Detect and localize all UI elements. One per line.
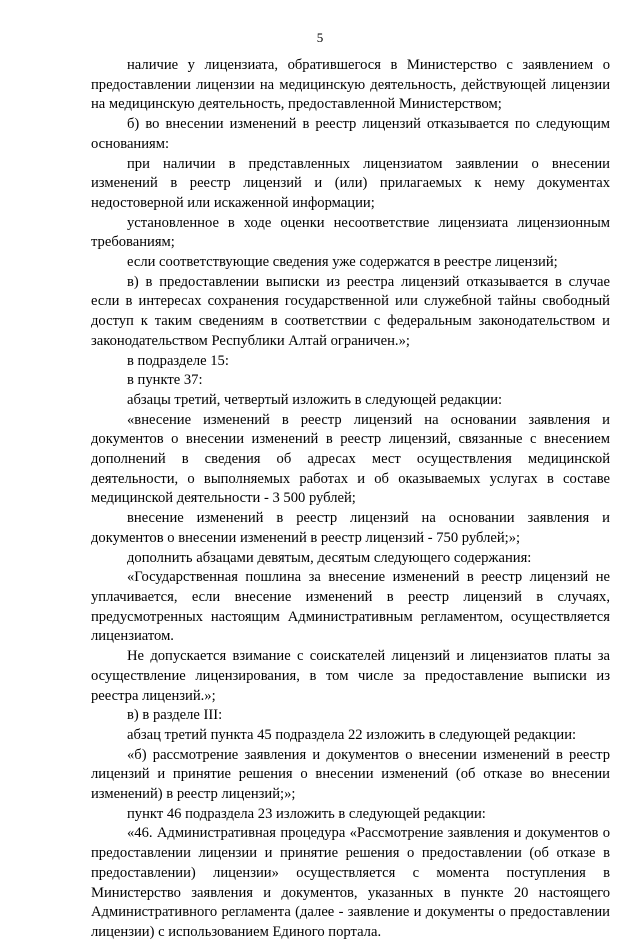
paragraph: наличие у лицензиата, обратившегося в Министерство с заявлением о предоставлении лицензии на медицинскую деятельность, действующей лицензии на медицинскую деятельность, предоставленной Министерством; <box>91 57 610 113</box>
paragraph: при наличии в представленных лицензиатом заявлении о внесении изменений в реестр лицензий и (или) прилагаемых к нему документах недостоверной или искаженной информации; <box>91 155 610 211</box>
paragraph: в пункте 37: <box>127 372 203 389</box>
paragraph: абзац третий пункта 45 подраздела 22 изложить в следующей редакции: <box>127 726 577 743</box>
paragraph: «Государственная пошлина за внесение изменений в реестр лицензий не уплачивается, если внесение изменений в реестр лицензий в случаях, предусмотренных настоящим Административным регламентом, осуществляется лицензиатом. <box>91 569 610 645</box>
paragraph: «б) рассмотрение заявления и документов о внесении изменений в реестр лицензий и принятие решения о внесении изменений (об отказе во внесении изменений) в реестр лицензий;»; <box>91 746 610 803</box>
paragraph: установленное в ходе оценки несоответствие лицензиата лицензионным требованиям; <box>91 214 610 251</box>
paragraph: Не допускается взимание с соискателей лицензий и лицензиатов платы за осуществление лицензирования, в том числе за предоставление выписки из реестра лицензий.»; <box>91 648 610 704</box>
paragraph: в подразделе 15: <box>127 352 229 369</box>
paragraph: если соответствующие сведения уже содержатся в реестре лицензий; <box>127 254 558 271</box>
paragraph: дополнить абзацами девятым, десятым следующего содержания: <box>127 549 532 566</box>
paragraph: б) во внесении изменений в реестр лицензий отказывается по следующим основаниям: <box>91 116 610 152</box>
paragraph: «внесение изменений в реестр лицензий на основании заявления и документов о внесении изменений в реестр лицензий, связанные с внесением дополнений в сведения об адресах мест осуществления медицинской деятельности, о выполняемых работах и об оказываемых услугах в составе медицинской деятельности - 3 500 рублей; <box>91 411 610 507</box>
paragraph: в) в предоставлении выписки из реестра лицензий отказывается в случае если в интересах сохранения государственной или служебной тайны свободный доступ к таким сведениям в соответствии с федеральным законодательством и законодательством Республики Алтай ограничен.»; <box>91 273 610 349</box>
paragraph: «46. Административная процедура «Рассмотрение заявления и документов о предоставлении лицензии и принятие решения о предоставлении (об отказе в предоставлении) лицензии» осуществляется с момента поступления в Министерство заявления и документов, указанных в пункте 20 настоящего Административного регламента (далее - заявление и документы о предоставлении лицензии) с использованием Единого портала. <box>91 825 610 940</box>
paragraph: абзацы третий, четвертый изложить в следующей редакции: <box>127 391 503 408</box>
document-body <box>91 56 610 943</box>
paragraph: в) в разделе III: <box>127 707 223 724</box>
page-number: 5 <box>316 30 324 45</box>
paragraph: внесение изменений в реестр лицензий на основании заявления и документов о внесении изменений в реестр лицензий - 750 рублей;»; <box>91 510 610 546</box>
paragraph: пункт 46 подраздела 23 изложить в следующей редакции: <box>127 805 486 822</box>
